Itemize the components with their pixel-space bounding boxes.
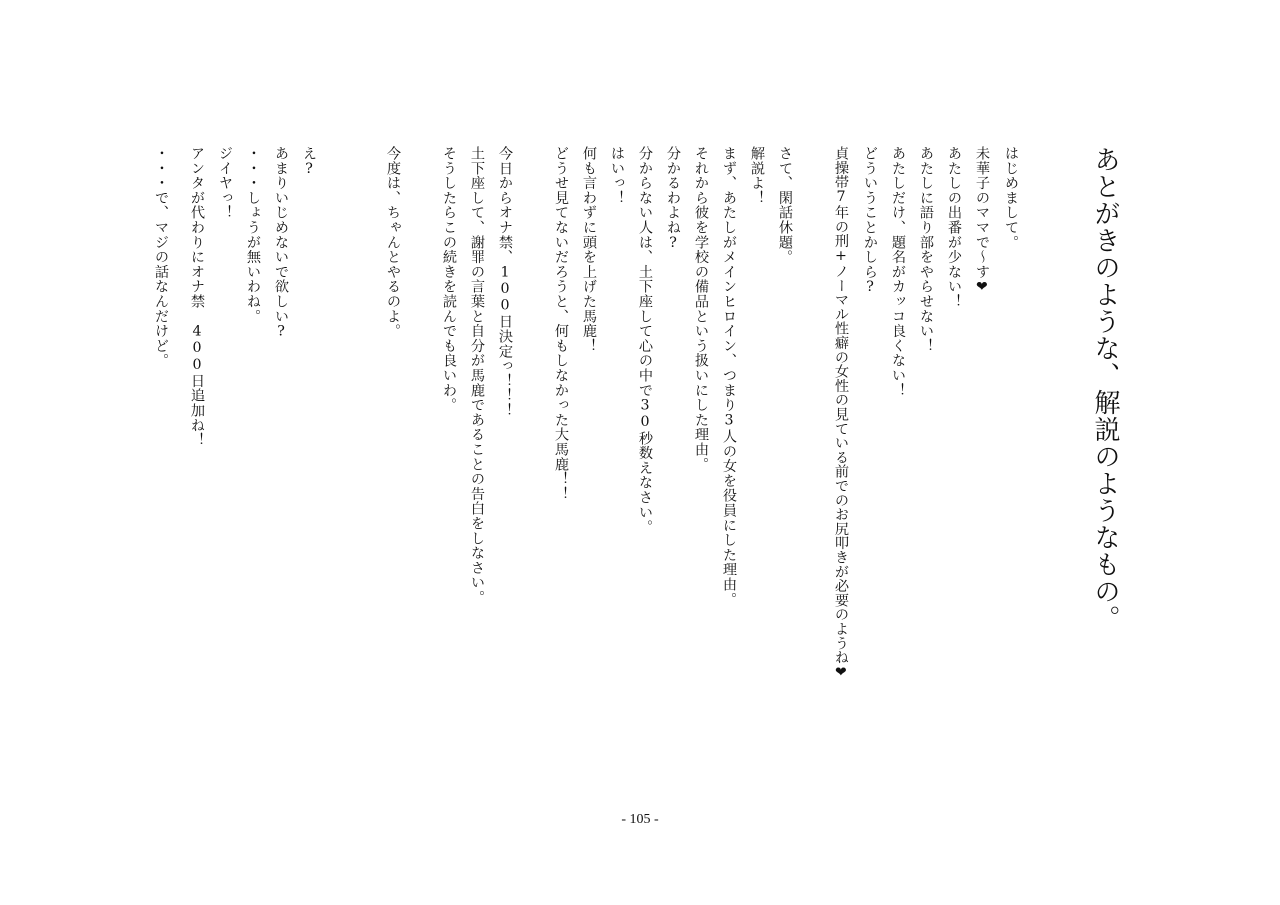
text-line: ・・・しょうが無いわね。 [245,146,261,324]
text-line: はじめまして。 [1003,146,1019,250]
text-line: それから彼を学校の備品という扱いにした理由。 [693,146,709,472]
text-line: ジイヤっ！ [217,146,233,220]
text-line: 今日からオナ禁、100日決定っ！！！ [497,146,513,418]
text-line: あたしだけ、題名がカッコ良くない！ [890,146,906,398]
text-line: 分からない人は、土下座して心の中で30秒数えなさい。 [637,146,653,535]
text-line: さて、閑話休題。 [777,146,793,265]
text-line: 貞操帯7年の刑+ノーマル性癖の女性の見ている前でのお尻叩きが必要のようね❤ [833,146,849,681]
text-line: 未華子のママで〜す❤ [974,146,990,296]
text-line: まず、あたしがメインヒロイン、つまり3人の女を役員にした理由。 [721,146,737,607]
text-line: そうしたらこの続きを読んでも良いわ。 [441,146,457,413]
text-line: 土下座して、謝罪の言葉と自分が馬鹿であることの告白をしなさい。 [469,146,485,605]
text-line: あたしに語り部をやらせない！ [918,146,934,354]
text-line: はいっ！ [609,146,625,206]
text-line: どうせ見てないだろうと、何もしなかった大馬鹿！！ [553,146,569,502]
text-line: あまりいじめないで欲しい? [273,146,289,341]
text-line: アンタが代わりにオナ禁 400日追加ね！ [189,146,205,448]
text-line: 何も言わずに頭を上げた馬鹿！ [581,146,597,354]
afterword-title: あとがきのような、解説のようなもの。 [1090,146,1120,632]
text-line: あたしの出番が少ない！ [946,146,962,309]
text-line: 分かるわよね? [665,146,681,252]
text-line: 解説よ！ [749,146,765,206]
text-line: え? [301,146,317,178]
text-line: どういうことかしら? [862,146,878,296]
text-line: ・・・で、マジの話なんだけど。 [153,146,169,368]
page-number: - 105 - [621,812,659,827]
text-line: 今度は、ちゃんとやるのよ。 [385,146,401,339]
